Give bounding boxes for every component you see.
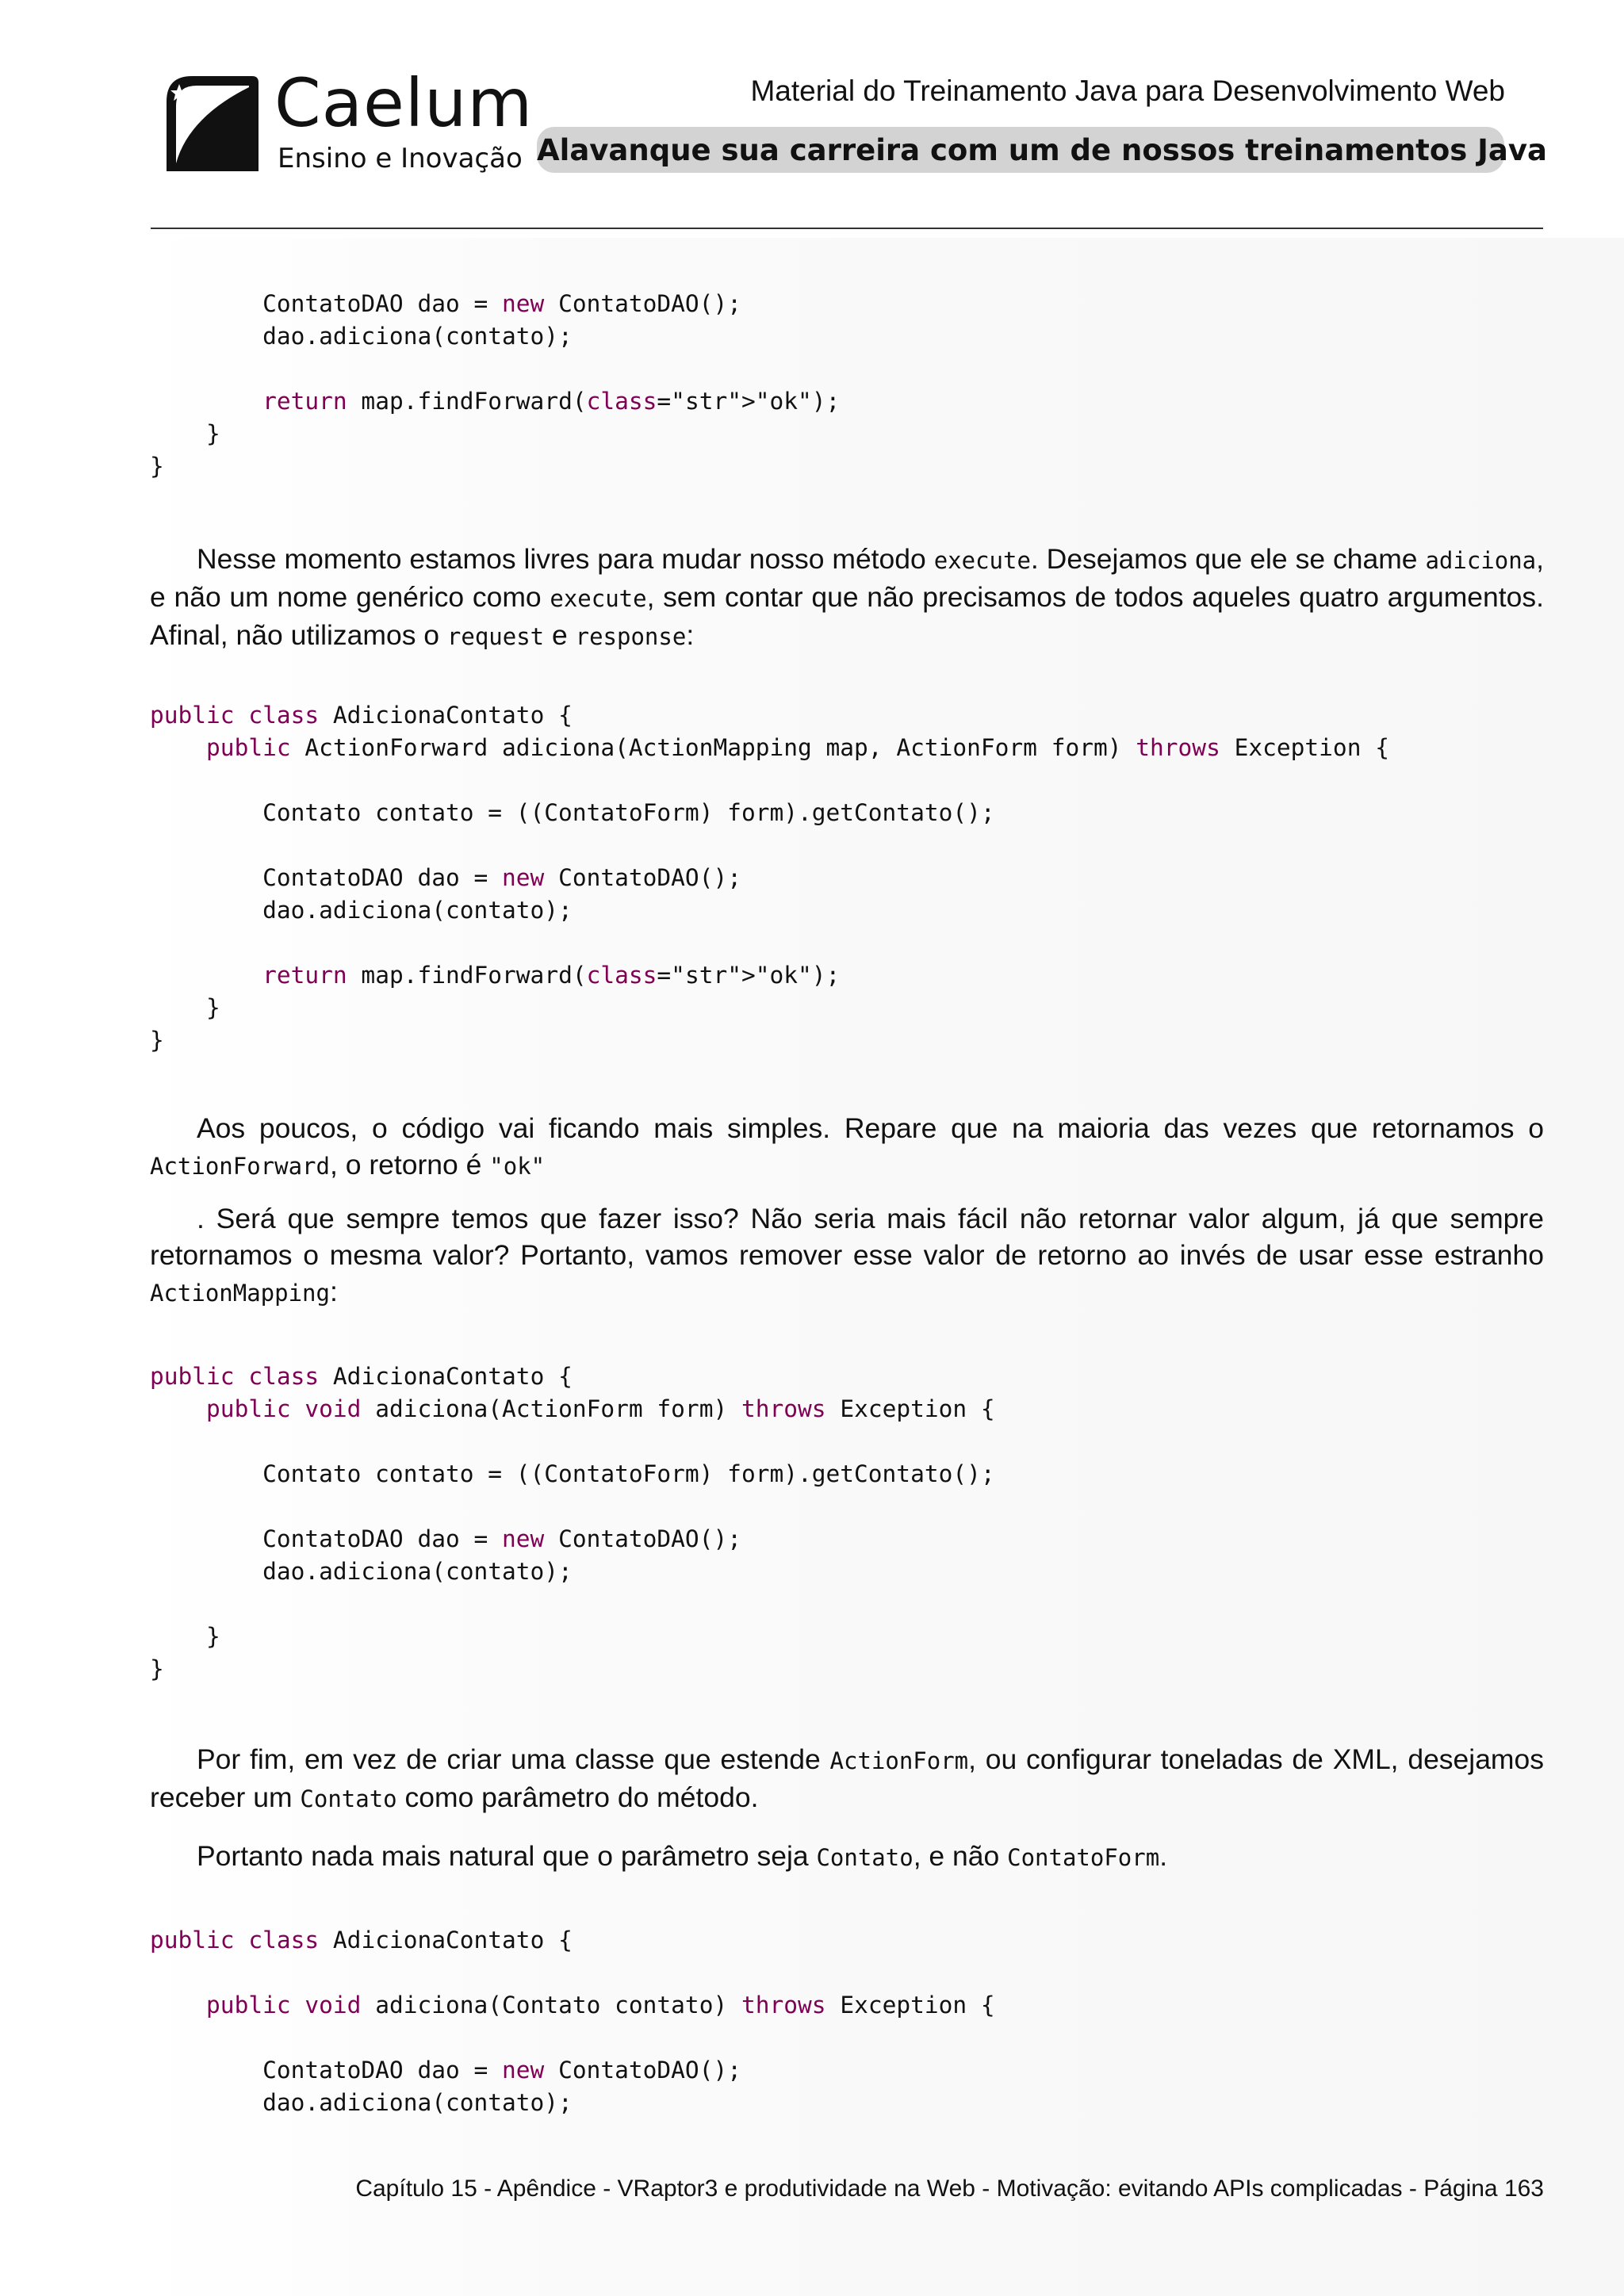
text: Por fim, em vez de criar uma classe que estende — [197, 1743, 830, 1775]
paragraph-3 — [150, 1200, 1544, 1311]
caelum-logo — [157, 64, 534, 174]
code-line: ContatoDAO dao = new ContatoDAO(); — [150, 864, 741, 891]
code-line: public class AdicionaContato { — [150, 1927, 573, 1954]
code-line: public ActionForward adiciona(ActionMapping map, ActionForm form) throws Exception { — [206, 734, 1389, 761]
inline-code: ContatoForm — [1007, 1844, 1160, 1871]
inline-code: request — [446, 623, 545, 650]
logo-wordmark: Caelum — [274, 64, 534, 142]
code-line: Contato contato = ((ContatoForm) form).getContato(); — [150, 799, 995, 826]
text: . Desejamos que ele se chame — [1030, 543, 1426, 575]
text: , e não — [913, 1840, 1008, 1872]
inline-code: Contato — [816, 1844, 914, 1871]
inline-code: ActionForm — [829, 1747, 969, 1774]
caelum-logo-mark-icon — [157, 70, 262, 174]
text: . Será que sempre temos que fazer isso? Não seria mais fácil não retornar valor algum, já que sempre retornamos o mesma valor? Portanto, vamos remover esse valor de retorno ao invés de usar esse estranho — [150, 1203, 1544, 1271]
code-line: } — [150, 1623, 220, 1650]
text: , o retorno é — [329, 1149, 490, 1181]
text: Aos poucos, o código vai ficando mais simples. Repare que na maioria das vezes que retornamos o — [197, 1112, 1544, 1144]
inline-code: adiciona — [1425, 547, 1537, 574]
code-line: } — [150, 1027, 164, 1054]
code-line: dao.adiciona(contato); — [150, 897, 573, 924]
code-line: } — [150, 453, 164, 480]
code-line: dao.adiciona(contato); — [150, 2089, 573, 2116]
document-header-title: Material do Treinamento Java para Desenvolvimento Web — [750, 75, 1505, 107]
text: : — [686, 619, 695, 651]
inline-code: execute — [933, 547, 1031, 574]
header-banner-text: Alavanque sua carreira com um de nossos treinamentos Java — [537, 133, 1547, 167]
page-footer: Capítulo 15 - Apêndice - VRaptor3 e produtividade na Web - Motivação: evitando APIs complicadas - Página 163 — [355, 2175, 1544, 2202]
logo-tagline: Ensino e Inovação — [278, 143, 523, 174]
text: , sem contar que não precisamos de todos aqueles quatro argumentos. Afinal, não utilizamos o — [150, 581, 1544, 651]
code-line: Contato contato = ((ContatoForm) form).getContato(); — [150, 1460, 995, 1487]
code-line: } — [150, 1655, 164, 1682]
text: como parâmetro do método. — [396, 1781, 759, 1813]
code-line: return map.findForward(class="str">"ok"); — [262, 388, 841, 415]
code-line: ContatoDAO dao = new ContatoDAO(); — [150, 1525, 741, 1552]
inline-code: response — [575, 623, 687, 650]
paragraph-4 — [150, 1741, 1544, 1817]
code-line: ContatoDAO dao = new ContatoDAO(); — [150, 2057, 741, 2084]
text: Portanto nada mais natural que o parâmetro seja — [197, 1840, 817, 1872]
code-line: return map.findForward(class="str">"ok"); — [262, 962, 841, 989]
text: e — [544, 619, 576, 651]
code-line: } — [150, 420, 220, 447]
text: , e não um nome genérico como — [150, 543, 1544, 613]
code-line: public class AdicionaContato { — [150, 702, 573, 729]
code-line: } — [150, 994, 220, 1021]
text: : — [329, 1276, 338, 1307]
code-block-2 — [150, 699, 1389, 1057]
code-line: public void adiciona(Contato contato) throws Exception { — [206, 1992, 995, 2019]
code-line: ContatoDAO dao = new ContatoDAO(); — [150, 290, 741, 317]
text: , ou configurar toneladas de XML, desejamos receber um — [150, 1743, 1544, 1813]
paragraph-5 — [150, 1838, 1544, 1876]
paragraph-2 — [150, 1110, 1544, 1184]
code-block-3 — [150, 1360, 995, 1686]
text: Nesse momento estamos livres para mudar nosso método — [197, 543, 934, 575]
inline-code: Contato — [300, 1785, 397, 1812]
code-block-1 — [150, 288, 840, 483]
header-banner — [537, 127, 1547, 173]
inline-code: ActionForward — [150, 1153, 330, 1180]
code-block-4 — [150, 1924, 995, 2119]
inline-code: "ok" — [489, 1153, 546, 1180]
code-line: public void adiciona(ActionForm form) throws Exception { — [206, 1395, 995, 1422]
inline-code: execute — [550, 585, 647, 612]
inline-code: ActionMapping — [150, 1280, 330, 1307]
text: . — [1159, 1840, 1168, 1872]
code-line: public class AdicionaContato { — [150, 1363, 573, 1390]
code-line: dao.adiciona(contato); — [150, 323, 573, 350]
paragraph-1 — [150, 541, 1544, 655]
code-line: dao.adiciona(contato); — [150, 1558, 573, 1585]
header-divider — [151, 228, 1543, 229]
